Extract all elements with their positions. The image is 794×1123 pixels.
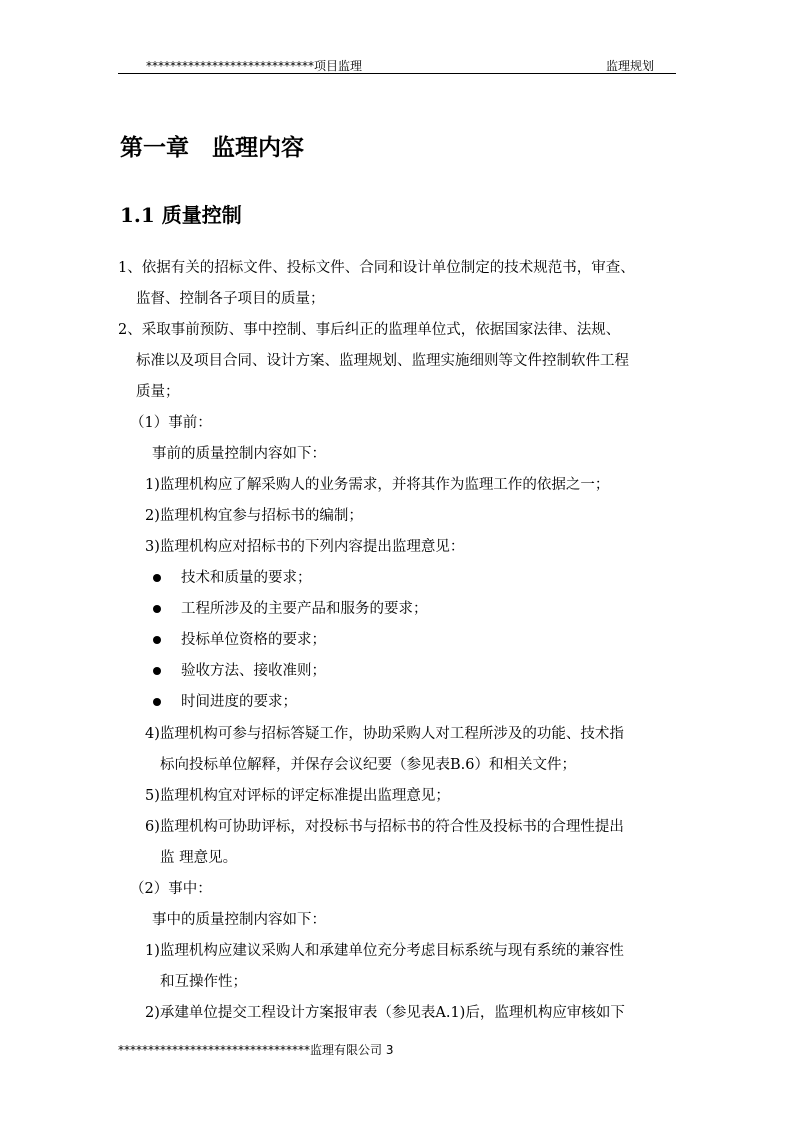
bullet-icon — [153, 698, 161, 706]
body-line: 2)承建单位提交工程设计方案报审表（参见表A.1)后，监理机构应审核如下 — [145, 1005, 625, 1021]
list-item: 投标单位资格的要求； — [181, 632, 326, 648]
body-line: 5)监理机构宜对评标的评定标准提出监理意见； — [145, 788, 450, 804]
bullet-icon — [153, 636, 161, 644]
page-footer: ********************************监理有限公司 3 — [118, 1043, 394, 1057]
section-title: 1.1 质量控制 — [120, 203, 242, 227]
header-right-text: 监理规划 — [605, 59, 654, 73]
list-item: 验收方法、接收准则； — [181, 663, 326, 679]
body-line: 质量； — [136, 384, 180, 400]
list-item: 时间进度的要求； — [181, 694, 297, 710]
body-line: 1)监理机构应建议采购人和承建单位充分考虑目标系统与现有系统的兼容性 — [145, 943, 624, 959]
body-line: 1)监理机构应了解采购人的业务需求，并将其作为监理工作的依据之一； — [145, 477, 610, 493]
chapter-title: 第一章 监理内容 — [120, 134, 304, 161]
body-line: 2、采取事前预防、事中控制、事后纠正的监理单位式，依据国家法律、法规、 — [118, 322, 621, 338]
body-line: 1、依据有关的招标文件、投标文件、合同和设计单位制定的技术规范书，审查、 — [118, 260, 635, 276]
body-line: 标向投标单位解释，并保存会议纪要（参见表B.6）和相关文件； — [160, 757, 576, 773]
bullet-icon — [153, 667, 161, 675]
body-line: 4)监理机构可参与招标答疑工作，协助采购人对工程所涉及的功能、技术指 — [145, 726, 624, 742]
list-item: 工程所涉及的主要产品和服务的要求； — [181, 601, 428, 617]
body-line: 事中的质量控制内容如下： — [152, 912, 326, 928]
body-line: 2)监理机构宜参与招标书的编制； — [145, 508, 363, 524]
body-line: 监 理意见。 — [160, 850, 238, 866]
list-item: 技术和质量的要求； — [181, 570, 312, 586]
body-line: 6)监理机构可协助评标，对投标书与招标书的符合性及投标书的合理性提出 — [145, 819, 624, 835]
body-line: （1）事前： — [130, 415, 212, 431]
bullet-icon — [153, 605, 161, 613]
bullet-icon — [153, 574, 161, 582]
header-left-text: ****************************项目监理 — [146, 59, 363, 73]
body-line: 3)监理机构应对招标书的下列内容提出监理意见： — [145, 539, 465, 555]
body-line: 监督、控制各子项目的质量； — [136, 291, 325, 307]
body-line: （2）事中： — [130, 881, 212, 897]
body-line: 事前的质量控制内容如下： — [152, 446, 326, 462]
body-line: 和互操作性； — [160, 974, 247, 990]
body-line: 标准以及项目合同、设计方案、监理规划、监理实施细则等文件控制软件工程 — [136, 353, 629, 369]
page-header — [118, 55, 676, 74]
